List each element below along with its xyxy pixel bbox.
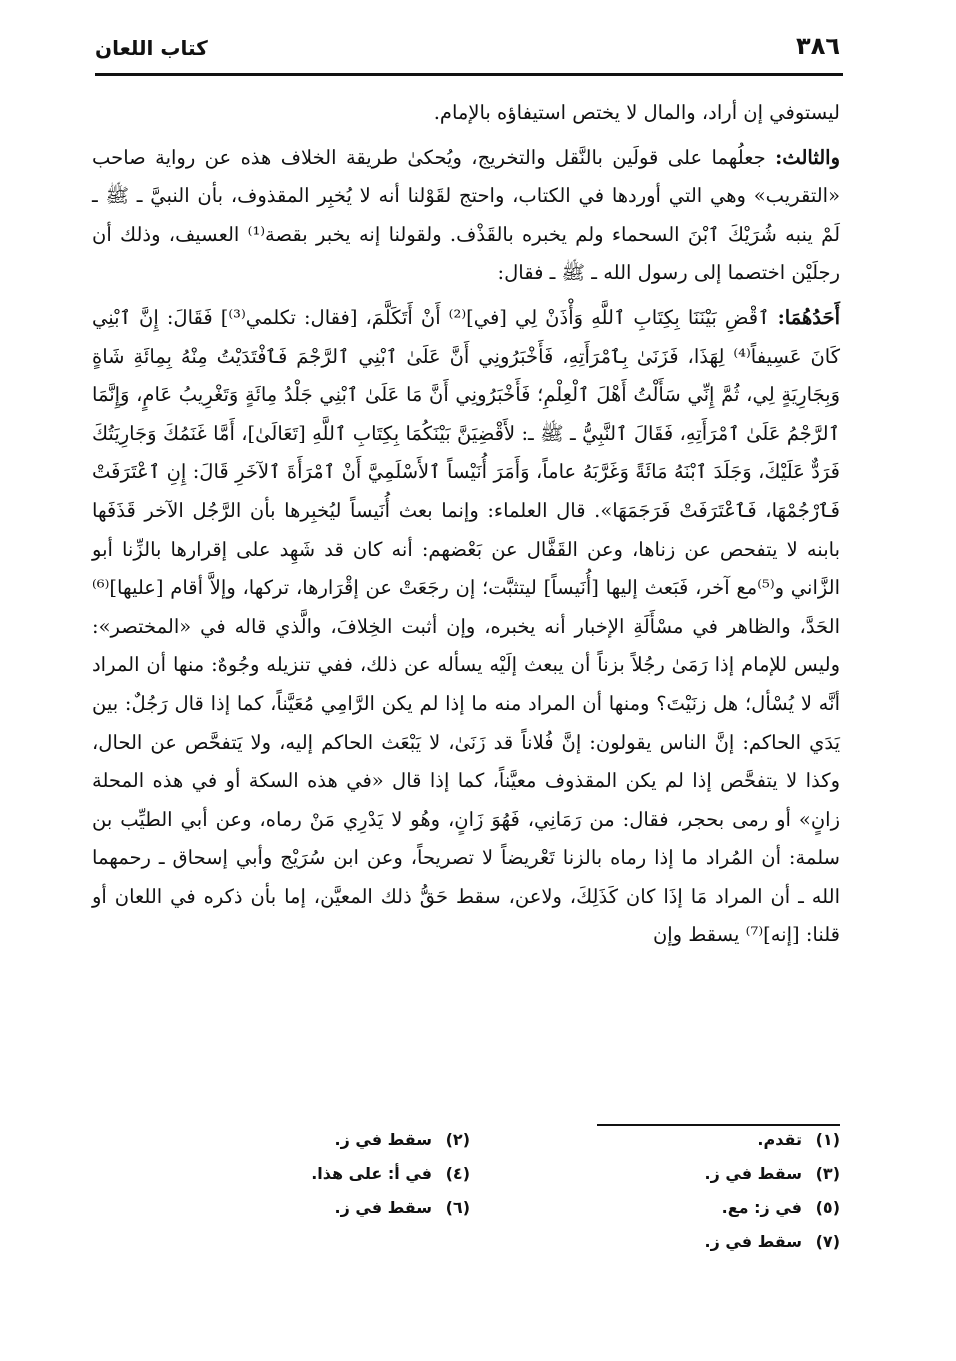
footnote-text: سقط في ز.: [334, 1130, 432, 1149]
page-number: ٣٨٦: [796, 32, 840, 60]
footnote-number: (٦): [445, 1198, 470, 1217]
footnote-7: [705, 1232, 840, 1251]
header-divider: [95, 73, 843, 76]
paragraph-1-text: ليستوفي إن أراد، والمال لا يختص استيفاؤه بالإمام.: [433, 101, 840, 124]
paragraph-3-lead: أَحَدُهُمَا:: [777, 305, 840, 329]
paragraph-2-text: جعلُهما على قولَين بالنَّقل والتخريج، ويُحكىٰ طريقة الخلاف هذه عن رواية صاحب «التقريب» وهي التي أوردها في الكتاب، واحتج لقَوْلنا أنه لا يُخبِر المقذوف، بأن النبيَّ ـ ﷺ ـ لَمْ ينبه شُرَيْكَ ٱبْنَ السحماء ولم يخبره بالقَذْف. ولقولنا إنه يخبر بقصة⁽¹⁾ العسيف، وذلك أن رجلَيْن اختصما إلى رسول الله ـ ﷺ ـ فقال:: [92, 145, 841, 285]
footnote-number: (٢): [445, 1130, 470, 1149]
paragraph-2-lead: والثالث:: [775, 145, 840, 169]
main-text: [92, 94, 840, 955]
footnote-number: (٥): [815, 1198, 840, 1217]
page-header: [95, 30, 840, 70]
paragraph-3-text: ٱقْضِ بَيْنَنَا بِكِتَابِ ٱللَّهِ وَأْذَنْ لِي [في]⁽²⁾ أَنْ أَتَكَلَّمَ، [فقال: تكلمي⁽³⁾] فَقَالَ: إِنَّ ٱبْنِي كَانَ عَسِيفاً⁽⁴⁾ لِهَذَا، فَزَنَىٰ بِٱمْرَأَتِهِ، فَأَخْبَرُونِي أَنَّ عَلَىٰ ٱبْنِي ٱلرَّجْمَ فَٱفْتَدَيْتُ مِنْهُ بِمِائَةِ شَاةٍ وَبِجَارِيَةٍ لِي، ثُمَّ إِنِّي سَأَلْتُ أَهْلَ ٱلْعِلْمِ؛ فَأَخْبَرُونِي أَنَّ مَا عَلَىٰ ٱبْنِي جَلْدُ مِائَةٍ وَتَغْرِيبُ عَامٍ، وَإِنَّمَا ٱلرَّجْمُ عَلَىٰ ٱمْرَأَتِهِ، فَقَالَ ٱلنَّبِيُّ ـ ﷺ ـ: لأَقْضِيَنَّ بَيْنَكُمَا بِكِتَابِ ٱللَّهِ [تَعَالَىٰ]، أَمَّا غَنَمُكَ وَجَارِيَتُكَ فَرَدٌّ عَلَيْكَ، وَجَلَدَ ٱبْنَهُ مَائَةً وَغَرَّبَهُ عاماً، وَأَمَرَ أُنَيْساً ٱلأَسْلَمِيَّ أَنْ ٱمْرَأَةَ ٱلآخَرِ قَالَ: إِنِ ٱعْتَرَفَتْ فَٱرْجُمْهَا، فَٱعْتَرَفَتْ فَرَجَمَهَا». قال العلماء: وإنما بعث أُنَيساً ليُخبِرها بأن الرَّجُل الآخر قَذَفَها بابنه لا يتفحص عن زناها، وعن القَفَّال عن بَعْضهم: أنه كان قد شَهِد على إقرارها بالزِّنا أبو الزَّاني و⁽⁵⁾مع آخر، فَبَعث إليها [أُنَيساً] ليتثبَّت؛ إن رجَعَتْ عن إقْرَارها، تركها، وإلاَّ أقام [عليها]⁽⁶⁾ الحَدَّ، والظاهر في مسْأَلَةِ الإخبار أنه يخبره، وإن أثبت الخِلافَ، والَّذي قاله في «المختصر»: وليس للإمام إذا رَمَىٰ رجُلاً بزناً أن يبعث إلَيْه يسأله عن ذلك، ففي تنزيله وجُوهٌ: منها أن المراد أنَّه لا يُسْأل؛ هل زنَيْتَ؟ ومنها أن المراد منه ما إذا لم يكن الرَّامِي مُعَيَّناً، كما إذا قال رَجُلٌ: بين يَدَي الحاكم: إنَّ الناس يقولون: إنَّ فُلاناً قد زَنَىٰ، لا يَبْعَث الحاكم إليه، ولا يَتفحَّص عن الحال، وكذا لا يتفحَّص إذا لم يكن المقذوف معيَّناً، كما إذا قال «في هذه السكة أو في هذه المحلة زانٍ» أو رمى بحجر، فقال: من رَمَانِي، فَهُوَ زَانٍ، وهُو لا يَدْرِي مَنْ رماه، وعن أبي الطيِّب بن سلمة: أن المُراد ما إذا رماه بالزنا تَعْريضاً لا تصريحاً، وعن ابن سُرَيْج وأبي إسحاق ـ رحمهما الله ـ أن المراد مَا إذَا كان كَذَلِكَ، ولاعن، سقط حَقُّ ذلك المعيَّن، إما بأن ذكره في اللعان أو قلنا: [إنه]⁽⁷⁾ يسقط وإن: [92, 305, 841, 947]
footnote-divider: [597, 1124, 840, 1126]
footnote-number: (٧): [815, 1232, 840, 1251]
running-title: كتاب اللعان: [95, 36, 208, 60]
footnote-text: في أ: على هذا.: [311, 1164, 432, 1183]
footnote-text: تقدم.: [757, 1130, 802, 1149]
footnote-text: في ز: مع.: [721, 1198, 802, 1217]
paragraph-1: [92, 94, 840, 133]
footnote-text: سقط في ز.: [334, 1198, 432, 1217]
footnote-1: [757, 1130, 840, 1149]
footnote-5: [722, 1198, 840, 1217]
paragraph-2: [92, 139, 840, 293]
footnote-text: سقط في ز.: [704, 1164, 802, 1183]
footnote-number: (١): [815, 1130, 840, 1149]
paragraph-3: [92, 299, 840, 955]
footnote-number: (٤): [445, 1164, 470, 1183]
footnote-number: (٣): [815, 1164, 840, 1183]
footnote-4: [311, 1164, 470, 1183]
footnote-text: سقط في ز.: [704, 1232, 802, 1251]
footnote-2: [335, 1130, 470, 1149]
footnote-3: [705, 1164, 840, 1183]
footnote-6: [335, 1198, 470, 1217]
